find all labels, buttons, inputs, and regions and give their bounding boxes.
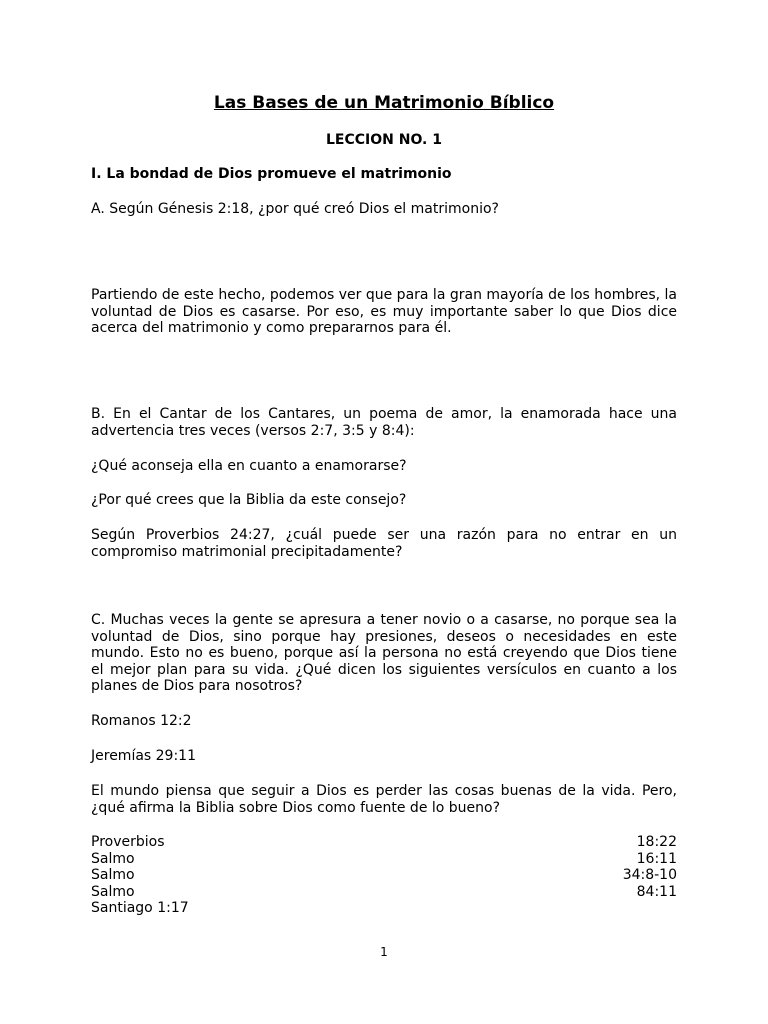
reference-list	[91, 834, 677, 917]
reference-row	[91, 900, 677, 917]
reference-book: Proverbios	[91, 834, 165, 850]
question-b1: ¿Qué aconseja ella en cuanto a enamorarse?	[91, 458, 407, 474]
lesson-number: LECCION NO. 1	[326, 132, 442, 148]
reference-row	[91, 851, 677, 868]
reference-verse: 16:11	[636, 850, 677, 867]
reference-book: Santiago 1:17	[91, 900, 189, 916]
question-b3: Según Proverbios 24:27, ¿cuál puede ser una razón para no entrar en un compromiso matrimonial precipitadamente?	[91, 527, 677, 560]
document-title: Las Bases de un Matrimonio Bíblico	[213, 93, 555, 113]
question-b2: ¿Por qué crees que la Biblia da este consejo?	[91, 492, 407, 508]
paragraph-intro: Partiendo de este hecho, podemos ver que para la gran mayoría de los hombres, la voluntad de Dios es casarse. Por eso, es muy importante saber lo que Dios dice acerca del matrimonio y como prepararnos para él.	[91, 287, 677, 336]
reference-row	[91, 834, 677, 851]
paragraph-c: C. Muchas veces la gente se apresura a tener novio o a casarse, no porque sea la voluntad de Dios, sino porque hay presiones, deseos o necesidades en este mundo. Esto no es bueno, porque así la persona no está creyendo que Dios tiene el mejor plan para su vida. ¿Qué dicen los siguientes versículos en cuanto a los planes de Dios para nosotros?	[91, 612, 677, 694]
reference-row	[91, 884, 677, 901]
reference-verse: 34:8-10	[622, 867, 677, 883]
paragraph-mundo: El mundo piensa que seguir a Dios es perder las cosas buenas de la vida. Pero, ¿qué afirma la Biblia sobre Dios como fuente de lo bueno?	[91, 783, 677, 816]
reference-book: Salmo	[91, 867, 135, 883]
reference-row	[91, 867, 677, 884]
question-a: A. Según Génesis 2:18, ¿por qué creó Dios el matrimonio?	[91, 201, 499, 217]
paragraph-b: B. En el Cantar de los Cantares, un poema de amor, la enamorada hace una advertencia tres veces (versos 2:7, 3:5 y 8:4):	[91, 406, 677, 439]
section-heading: I. La bondad de Dios promueve el matrimonio	[91, 166, 452, 182]
reference-book: Salmo	[91, 883, 135, 900]
page-number: 1	[380, 945, 388, 959]
reference-book: Salmo	[91, 850, 135, 867]
reference-jeremias: Jeremías 29:11	[91, 748, 196, 764]
reference-verse: 18:22	[636, 834, 677, 850]
reference-verse: 84:11	[636, 883, 677, 900]
reference-romanos: Romanos 12:2	[91, 713, 192, 729]
